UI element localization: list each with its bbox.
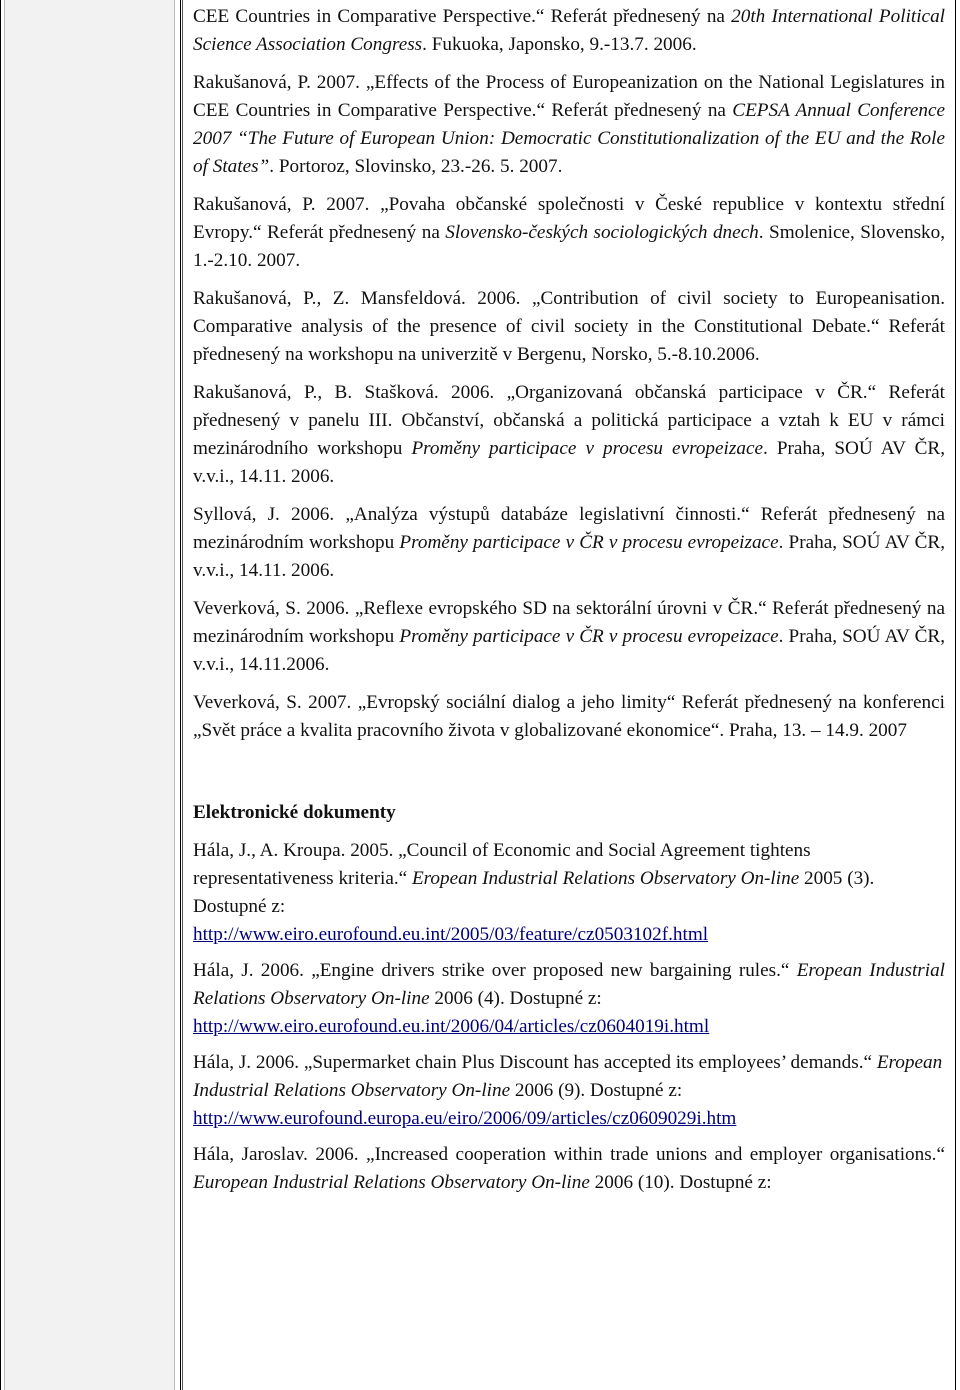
content-column xyxy=(193,3,945,1205)
reference-link[interactable]: http://www.eiro.eurofound.eu.int/2006/04/articles/cz0604019i.html xyxy=(193,1016,710,1037)
reference-entry: Syllová, J. 2006. „Analýza výstupů databáze legislativní činnosti.“ Referát přednesený na mezinárodním workshopu Proměny participace v ČR v procesu evropeizace. Praha, SOÚ AV ČR, v.v.i., 14.11. 2006. xyxy=(193,504,946,581)
electronic-reference: Hála, J., A. Kroupa. 2005. „Council of Economic and Social Agreement tightens representativeness kriteria.“ Eropean Industrial Relations Observatory On-line 2005 (3). Dostupné z: http://www.eiro.eurofound.eu.int/2005/03/feature/cz0503102f.html xyxy=(193,840,875,945)
reference-entry: Rakušanová, P., Z. Mansfeldová. 2006. „Contribution of civil society to Europeanisation. Comparative analysis of the presence of civil society in the Constitutional Debate.“ Referát přednesený na workshopu na univerzitě v Bergenu, Norsko, 5.-8.10.2006. xyxy=(193,288,945,365)
electronic-reference: Hála, J. 2006. „Engine drivers strike over proposed new bargaining rules.“ Eropean Industrial Relations Observatory On-line 2006 (4). Dostupné z: http://www.eiro.eurofound.eu.int/2006/04/articles/cz0604019i.html xyxy=(193,960,945,1037)
section-heading: Elektronické dokumenty xyxy=(193,802,396,823)
left-column-shading xyxy=(4,0,175,1390)
reference-entry: Veverková, S. 2006. „Reflexe evropského SD na sektorální úrovni v ČR.“ Referát přednesený na mezinárodním workshopu Proměny participace v ČR v procesu evropeizace. Praha, SOÚ AV ČR, v.v.i., 14.11.2006. xyxy=(193,598,946,675)
continued-reference: CEE Countries in Comparative Perspective.“ Referát přednesený na 20th International Political Science Association Congress. Fukuoka, Japonsko, 9.-13.7. 2006. xyxy=(193,6,945,55)
reference-link[interactable]: http://www.eurofound.europa.eu/eiro/2006/09/articles/cz0609029i.htm xyxy=(193,1108,737,1129)
electronic-reference: Hála, Jaroslav. 2006. „Increased cooperation within trade unions and employer organisations.“ European Industrial Relations Observatory On-line 2006 (10). Dostupné z: xyxy=(193,1144,945,1193)
left-column xyxy=(0,0,181,1390)
reference-entry: Rakušanová, P., B. Stašková. 2006. „Organizovaná občanská participace v ČR.“ Referát přednesený v panelu III. Občanství, občanská a politická participace a vztah k EU v rámci mezinárodního workshopu Proměny participace v procesu evropeizace. Praha, SOÚ AV ČR, v.v.i., 14.11. 2006. xyxy=(193,382,946,487)
reference-entry: Rakušanová, P. 2007. „Effects of the Process of Europeanization on the National Legislatures in CEE Countries in Comparative Perspective.“ Referát přednesený na CEPSA Annual Conference 2007 “The Future of European Union: Democratic Constitutionalization of the EU and the Role of States”. Portoroz, Slovinsko, 23.-26. 5. 2007. xyxy=(193,72,945,177)
reference-entry: Veverková, S. 2007. „Evropský sociální dialog a jeho limity“ Referát přednesený na konferenci „Svět práce a kvalita pracovního života v globalizované ekonomice“. Praha, 13. – 14.9. 2007 xyxy=(193,692,945,741)
reference-link[interactable]: http://www.eiro.eurofound.eu.int/2005/03/feature/cz0503102f.html xyxy=(193,924,709,945)
reference-entry: Rakušanová, P. 2007. „Povaha občanské společnosti v České republice v kontextu střední Evropy.“ Referát přednesený na Slovensko-českých sociologických dnech. Smolenice, Slovensko, 1.-2.10. 2007. xyxy=(193,194,946,271)
column-divider xyxy=(182,0,183,1390)
electronic-reference: Hála, J. 2006. „Supermarket chain Plus Discount has accepted its employees’ demands.“ Eropean Industrial Relations Observatory On-line 2006 (9). Dostupné z: http://www.eurofound.europa.eu/eiro/2006/09/articles/cz0609029i.htm xyxy=(193,1052,943,1129)
